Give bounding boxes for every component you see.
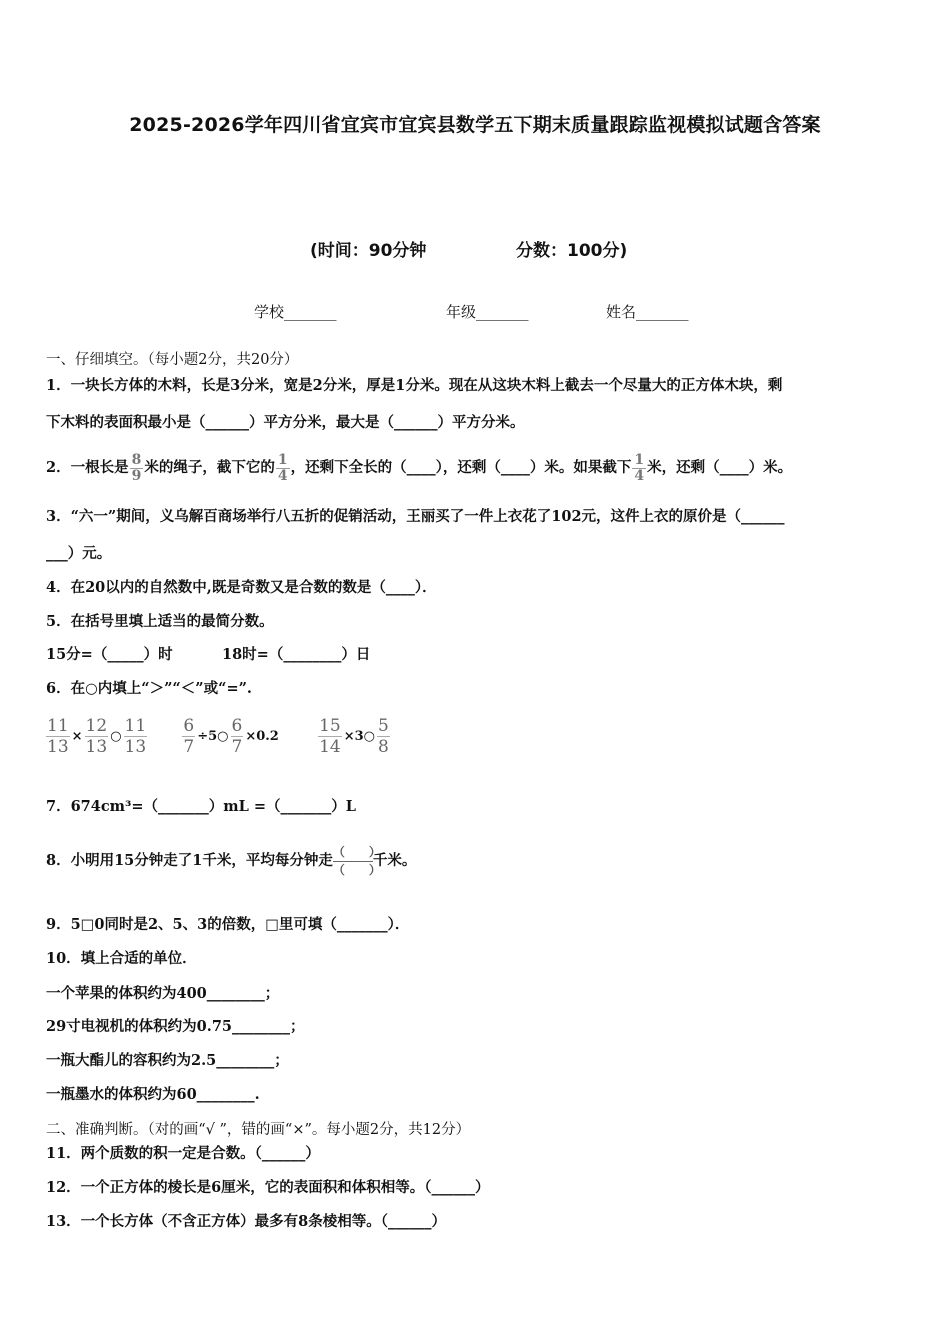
fraction: $\frac{8}{9}$ [131,451,142,484]
question-10d: 一瓶墨水的体积约为60________. [46,1086,260,1103]
school-field: 学校_______ [254,303,337,321]
fraction: $\frac{15}{14}$ [319,715,341,757]
question-10a: 一个苹果的体积约为400________； [46,985,280,1002]
question-7: 7．674cm³=（_______）mL =（_______）L [46,798,356,815]
question-11: 11．两个质数的积一定是合数。（______） [46,1145,320,1162]
fraction: $\frac{5}{8}$ [377,715,389,757]
exam-score: 分数：100分) [516,241,628,261]
question-1-line-2: 下木料的表面积最小是（______）平方分米，最大是（______）平方分米。 [46,414,525,431]
fraction: $\frac{12}{13}$ [85,715,108,757]
fraction: $\frac{11}{13}$ [47,715,69,757]
question-2-text: 米的绳子，截下它的 [144,459,275,476]
question-10: 10．填上合适的单位． [46,950,197,967]
fraction: $\frac{6}{7}$ [183,715,195,757]
fraction: $\frac{11}{13}$ [124,715,147,757]
question-8-text: 千米。 [372,852,417,869]
question-3-line-1: 3．“六一”期间，义乌解百商场举行八五折的促销活动，王丽买了一件上衣花了102元，这件上衣的原价是（______ [46,508,785,525]
question-5a: 15分=（_____）时 [46,646,173,663]
section-2-heading: 二、准确判断。（对的画“√ ”，错的画“×”。每小题2分，共12分） [46,1122,471,1138]
question-5b: 18时=（________）日 [222,646,371,663]
question-2-text: ，还剩下全长的（____），还剩（____）米。如果截下 [290,459,632,476]
question-2-text: 2．一根长是 [46,459,129,476]
fraction: $\frac{1}{4}$ [277,451,288,484]
exam-title: 2025-2026学年四川省宜宾市宜宾县数学五下期末质量跟踪监视模拟试题含答案 [129,114,821,136]
fraction: $\frac{1}{4}$ [634,451,645,484]
question-8 [46,834,416,888]
question-6-comparisons: $\frac{11}{13}$ × $\frac{12}{13}$ ○ $\frac{11}{13}$ $\frac{6}{7}$ ÷5○ $\frac{6}{7}$ ×0.2 $\frac{15}{14}$ ×3○ $\frac{5}{8}$ [47,715,389,757]
exam-time: (时间：90分钟 [310,241,427,261]
question-9: 9．5□0同时是2、5、3的倍数，□里可填（_______）． [46,916,410,933]
fraction: $\frac{6}{7}$ [231,715,243,757]
question-2 [46,444,792,492]
question-3-line-2: ___）元。 [46,545,112,562]
question-2-text: 米，还剩（____）米。 [647,459,793,476]
question-10c: 一瓶大酯儿的容积约为2.5________； [46,1052,289,1069]
section-1-heading: 一、仔细填空。（每小题2分，共20分） [46,352,299,368]
name-field: 姓名_______ [606,303,689,321]
question-13: 13．一个长方体（不含正方体）最多有8条棱相等。（______） [46,1213,447,1230]
question-12: 12．一个正方体的棱长是6厘米，它的表面积和体积相等。（______） [46,1179,490,1196]
blank-fraction: （ ） （ ） [332,844,381,877]
question-5: 5．在括号里填上适当的最简分数。 [46,613,274,630]
question-1-line-1: 1．一块长方体的木料，长是3分米，宽是2分米，厚是1分米。现在从这块木料上截去一个尽量大的正方体木块，剩 [46,377,783,394]
question-8-text: 8．小明用15分钟走了1千米，平均每分钟走 [46,852,333,869]
question-10b: 29寸电视机的体积约为0.75________； [46,1018,305,1035]
grade-field: 年级_______ [446,303,529,321]
question-6: 6．在○内填上“＞”“＜”或“=”. [46,680,252,697]
question-4: 4．在20以内的自然数中,既是奇数又是合数的数是（____）． [46,579,437,596]
